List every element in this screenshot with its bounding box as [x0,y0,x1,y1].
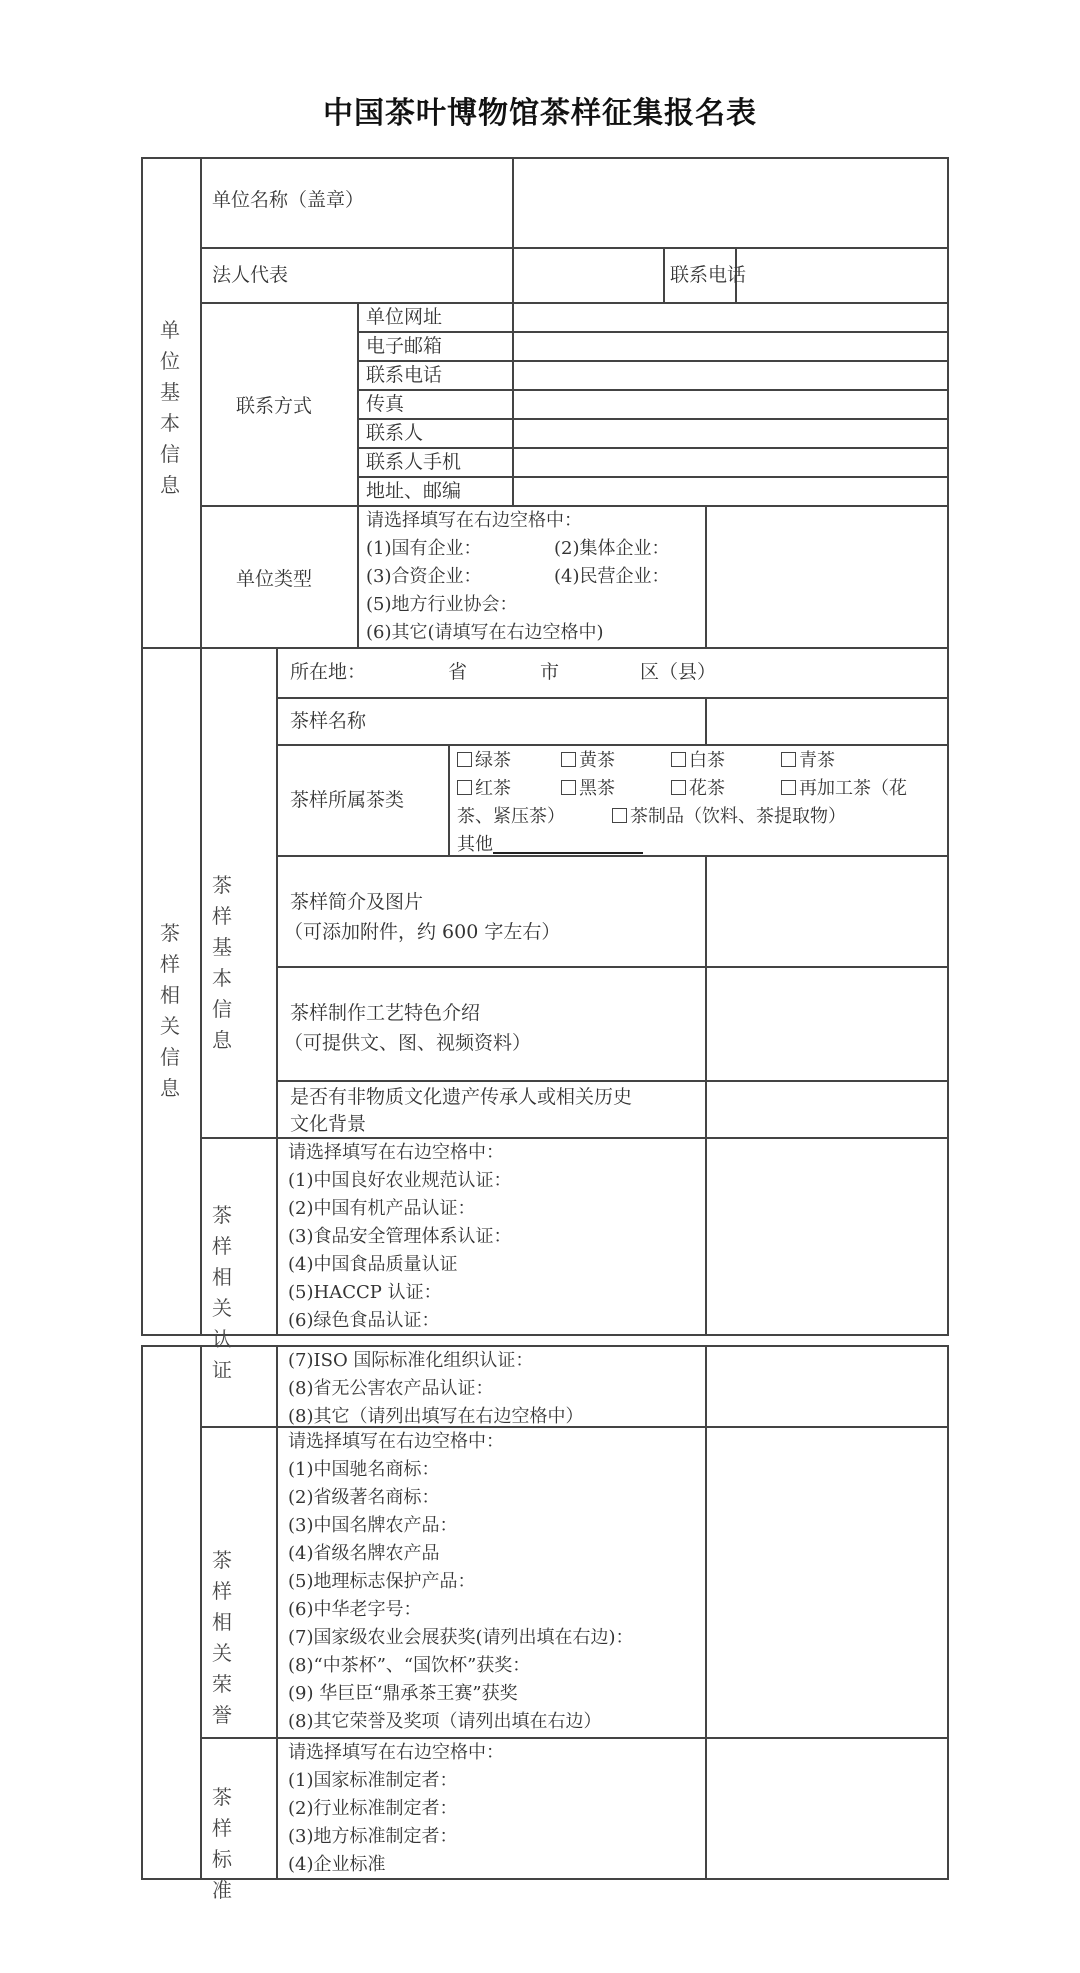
honors-option: (6)中华老字号： [288,1599,422,1620]
unit-type-option: (3)合资企业： [366,566,482,587]
honors-option: (2)省级著名商标： [288,1487,440,1508]
honors-option: (4)省级名牌农产品 [288,1543,440,1564]
unit-name-field[interactable] [514,159,947,247]
tea-name-label: 茶样名称 [290,710,367,732]
section-label-unit-info: 单位基本信息 [160,318,180,497]
divider [276,744,949,746]
certification-option: (8)省无公害农产品认证： [288,1378,494,1399]
category-other-input[interactable] [493,834,643,854]
location-district: 区（县） [640,661,717,683]
contact-website-label: 单位网址 [366,306,443,328]
tea-name-field[interactable] [707,699,947,744]
subsection-label-certification: 茶样相关认证 [212,1203,246,1382]
contact-person-label: 联系人 [366,422,424,444]
unit-type-option: (1)国有企业： [366,538,482,559]
certification-option: (2)中国有机产品认证： [288,1198,476,1219]
contact-address-field[interactable] [514,478,947,505]
craft-field[interactable] [707,968,947,1080]
category-checkbox-oolong[interactable]: 青茶 [781,750,835,771]
standards-option: (2)行业标准制定者： [288,1798,458,1819]
table-border [141,157,143,1336]
honors-option: (9) 华巨臣“鼎承茶王赛”获奖 [288,1683,518,1704]
certification-options-page2 [288,1347,584,1431]
craft-label: 茶样制作工艺特色介绍 [290,1002,481,1024]
honors-prompt: 请选择填写在右边空格中： [288,1431,504,1452]
contact-address-label: 地址、邮编 [366,480,462,502]
unit-type-options [366,507,706,647]
standards-prompt: 请选择填写在右边空格中： [288,1742,504,1763]
phone-label: 联系电话 [670,264,747,286]
certification-option: (3)食品安全管理体系认证： [288,1226,512,1247]
certification-option: (6)绿色食品认证： [288,1310,440,1331]
certification-options-page1 [288,1139,512,1335]
craft-note: （可提供文、图、视频资料） [284,1032,532,1054]
form-title: 中国茶叶博物馆茶样征集报名表 [323,96,757,131]
table-border [141,1345,143,1880]
contact-email-label: 电子邮箱 [366,335,443,357]
legal-rep-label: 法人代表 [212,264,289,286]
divider [276,647,278,1336]
honors-option: (5)地理标志保护产品： [288,1571,476,1592]
subsection-label-standards: 茶样标准 [212,1785,246,1902]
section-label-tea-info: 茶样相关信息 [160,921,180,1100]
phone-field[interactable] [737,249,947,302]
category-other-label: 其他 [457,834,493,855]
location-field[interactable] [290,649,947,697]
category-checkbox-reprocessed[interactable]: 再加工茶（花 [781,778,907,799]
certification-field-continued[interactable] [707,1347,947,1426]
subsection-label-honors: 茶样相关荣誉 [212,1548,246,1727]
divider [200,157,202,1336]
contact-mobile-field[interactable] [514,449,947,476]
contact-person-field[interactable] [514,420,947,447]
location-province: 省 [448,661,468,683]
certification-option: (1)中国良好农业规范认证： [288,1170,512,1191]
certification-option: (4)中国食品质量认证 [288,1254,458,1275]
standards-option: (3)地方标准制定者： [288,1826,458,1847]
category-checkbox-green[interactable]: 绿茶 [457,747,561,775]
honors-option: (8)“中茶杯”、“国饮杯”获奖： [288,1655,531,1676]
unit-type-option: (6)其它(请填写在右边空格中) [366,622,604,643]
contact-website-field[interactable] [514,304,947,331]
divider [357,505,359,648]
unit-name-label: 单位名称（盖章） [212,189,365,211]
certification-field[interactable] [707,1139,947,1334]
contact-mobile-label: 联系人手机 [366,451,462,473]
tea-category-label: 茶样所属茶类 [290,789,405,811]
tea-intro-field[interactable] [707,857,947,966]
heritage-label-line2: 文化背景 [290,1113,367,1135]
category-checkbox-scented[interactable]: 花茶 [671,775,781,803]
unit-type-label: 单位类型 [236,568,313,590]
certification-option: (7)ISO 国际标准化组织认证： [288,1350,534,1371]
honors-option: (7)国家级农业会展获奖(请列出填在右边)： [288,1627,634,1648]
category-checkbox-dark[interactable]: 黑茶 [561,775,671,803]
divider [448,744,450,856]
category-checkbox-yellow[interactable]: 黄茶 [561,747,671,775]
unit-type-prompt: 请选择填写在右边空格中： [366,510,582,531]
category-reprocessed-continued: 茶、紧压茶） [457,806,565,827]
standards-field[interactable] [707,1739,947,1878]
standards-option: (1)国家标准制定者： [288,1770,458,1791]
subsection-label-basic-info: 茶样基本信息 [212,873,246,1052]
location-city: 市 [540,661,560,683]
unit-type-option: (5)地方行业协会： [366,594,518,615]
certification-option: (5)HACCP 认证： [288,1282,442,1303]
contact-phone-field[interactable] [514,362,947,389]
heritage-field[interactable] [707,1082,947,1137]
location-label: 所在地： [290,661,367,683]
honors-field[interactable] [707,1428,947,1737]
standards-options [288,1739,504,1879]
legal-rep-field[interactable] [514,249,663,302]
honors-option: (3)中国名牌农产品： [288,1515,458,1536]
contact-method-label: 联系方式 [236,395,313,417]
honors-option: (8)其它荣誉及奖项（请列出填在右边） [288,1711,602,1732]
contact-phone-label: 联系电话 [366,364,443,386]
divider [663,247,665,303]
unit-type-option: (4)民营企业： [554,566,670,587]
tea-category-options [457,747,907,859]
contact-fax-label: 传真 [366,393,405,415]
honors-options [288,1428,634,1736]
contact-email-field[interactable] [514,333,947,360]
certification-prompt: 请选择填写在右边空格中： [288,1142,504,1163]
unit-type-field[interactable] [707,507,947,647]
table-border [947,157,949,1336]
honors-option: (1)中国驰名商标： [288,1459,440,1480]
category-checkbox-black[interactable]: 红茶 [457,775,561,803]
unit-type-option: (2)集体企业： [554,538,670,559]
category-checkbox-white[interactable]: 白茶 [671,747,781,775]
tea-intro-note: （可添加附件，约 600 字左右） [284,921,561,943]
category-checkbox-tea-products[interactable]: 茶制品（饮料、茶提取物） [612,806,846,827]
tea-intro-label: 茶样简介及图片 [290,891,424,913]
contact-fax-field[interactable] [514,391,947,418]
heritage-label-line1: 是否有非物质文化遗产传承人或相关历史 [290,1086,633,1108]
standards-option: (4)企业标准 [288,1854,386,1875]
certification-option: (8)其它（请列出填写在右边空格中） [288,1406,584,1427]
